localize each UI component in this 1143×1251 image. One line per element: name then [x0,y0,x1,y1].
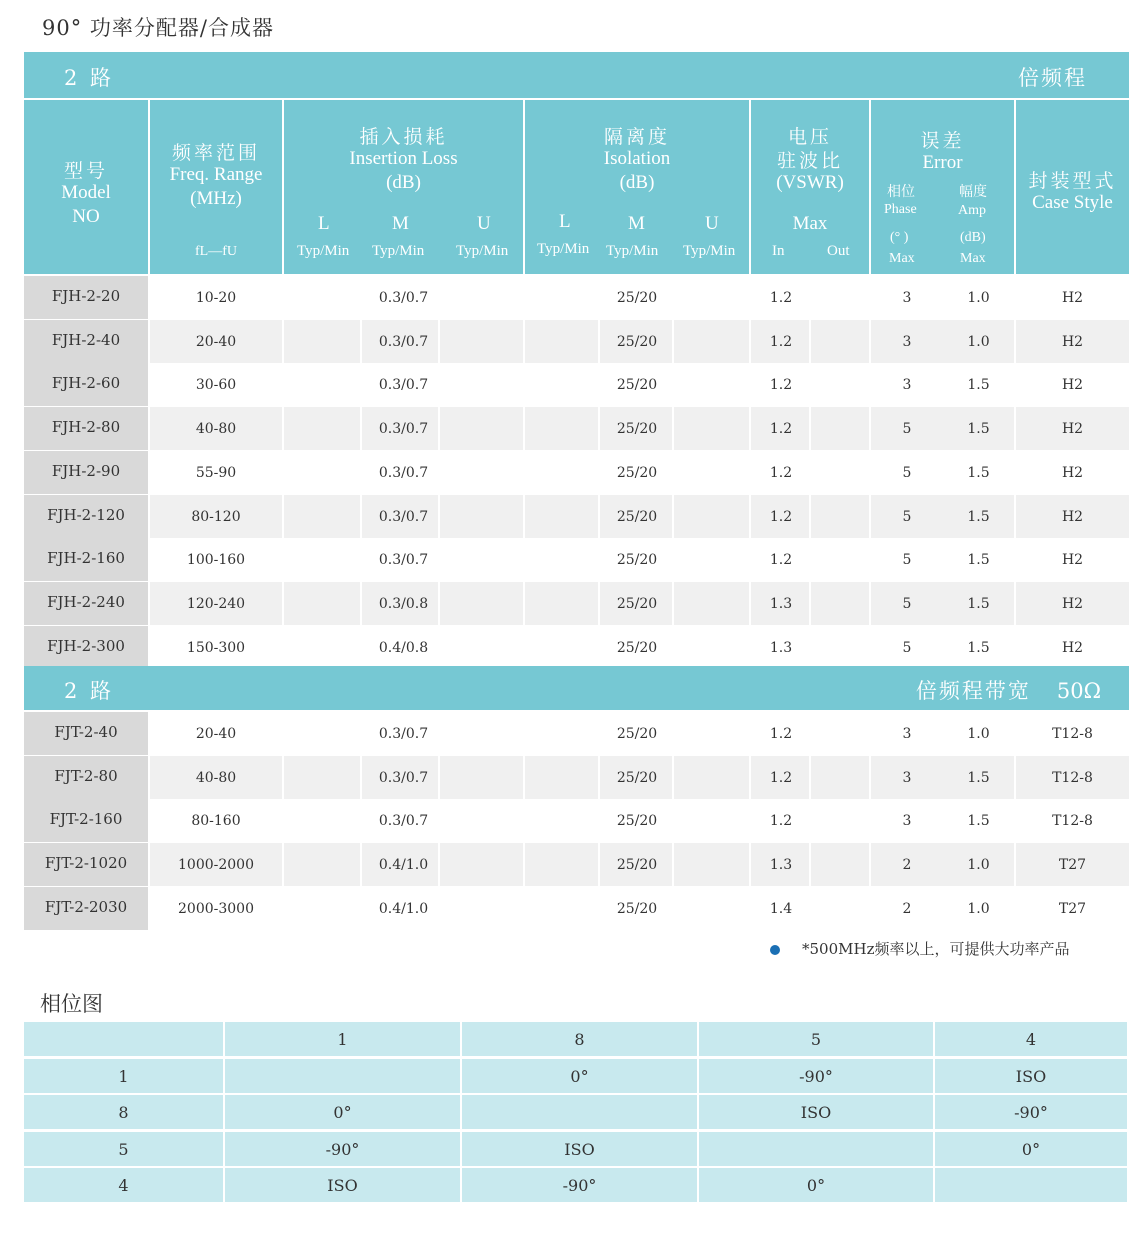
header-model-no: NO [72,206,100,227]
freq-cell: 55-90 [195,464,237,481]
il-cell: 0.3/0.7 [378,726,429,742]
amp-cell: 1.5 [967,639,990,656]
phase-col-header: 1 [225,1022,460,1056]
phase-cell: -90° [935,1095,1127,1129]
phase-row-header: 4 [24,1168,223,1202]
phase-cell [699,1132,933,1166]
freq-cell: 20-40 [195,726,237,742]
amp-cell: 1.5 [967,552,990,569]
freq-cell: 150-300 [186,639,246,656]
header-amp-unit: (dB) [960,230,986,245]
bullet-dot-icon [770,945,780,955]
case-cell: H2 [1061,333,1084,350]
table-row [24,538,1129,581]
iso-cell: 25/20 [616,639,658,656]
case-cell: H2 [1061,377,1084,394]
freq-cell: 40-80 [195,421,237,438]
freq-cell: 30-60 [195,377,237,394]
header-error-cn: 误差 [920,130,965,152]
iso-cell: 25/20 [616,900,658,917]
footnote-text: *500MHz频率以上，可提供大功率产品 [802,940,1070,958]
table-row [24,363,1129,406]
vswr-cell: 1.3 [769,639,793,656]
header-freq-sub: fL—fU [195,244,237,259]
header-iso-en: Isolation [603,148,671,169]
section2-impedance: 50Ω [1056,679,1101,703]
row-shading [811,320,869,363]
amp-cell: 1.5 [967,508,990,525]
vswr-cell: 1.2 [769,464,793,481]
iso-cell: 25/20 [616,333,658,350]
header-case-cn: 封装型式 [1028,170,1117,192]
phase-cell: 0° [462,1059,697,1093]
header-insertion-loss [284,100,523,274]
phase-col-header: 8 [462,1022,697,1056]
case-cell: H2 [1061,552,1084,569]
freq-cell: 80-160 [191,813,241,830]
table-row [24,582,1129,625]
phase-col-header: 5 [699,1022,933,1056]
phase-col-header [24,1022,223,1056]
phase-cell: 5 [902,552,912,569]
table-row [24,320,1129,363]
header-vswr-out: Out [827,243,850,259]
header-iso-typ-l: Typ/Min [537,241,590,257]
header-iso-cn: 隔离度 [603,126,670,148]
model-cell: FJT-2-2030 [24,887,148,930]
model-cell: FJH-2-300 [24,626,148,669]
il-cell: 0.4/1.0 [378,857,429,874]
case-cell: H2 [1061,508,1084,525]
header-vswr-max: Max [792,213,828,234]
header-iso-u: U [705,213,719,234]
row-shading [811,756,869,799]
freq-cell: 1000-2000 [178,857,254,874]
vswr-cell: 1.2 [769,726,793,742]
header-freq [150,100,282,274]
section2-ways-label: 2 路 [64,679,115,703]
table-row [24,495,1129,538]
section2-type-label: 倍频程带宽 [915,679,1031,703]
header-il-l: L [318,213,330,234]
iso-cell: 25/20 [616,552,658,569]
phase-row-header: 1 [24,1059,223,1093]
section-band-octave-bandwidth [24,666,1129,710]
phase-cell: 3 [902,377,912,394]
header-vswr-en: (VSWR) [776,172,844,193]
model-cell: FJT-2-160 [24,799,148,842]
iso-cell: 25/20 [616,464,658,481]
model-cell: FJH-2-90 [24,451,148,494]
amp-cell: 1.5 [967,464,990,481]
row-shading [811,495,869,538]
table-row [24,887,1129,930]
amp-cell: 1.0 [967,333,990,350]
header-amp-en: Amp [958,203,986,218]
header-model-cn: 型号 [63,160,108,182]
phase-cell: ISO [462,1132,697,1166]
il-cell: 0.3/0.7 [378,552,429,569]
amp-cell: 1.0 [967,290,990,306]
amp-cell: 1.5 [967,813,990,830]
phase-cell: 3 [902,726,912,742]
header-phase-en: Phase [884,202,917,217]
header-il-u: U [477,213,491,234]
il-cell: 0.3/0.7 [378,333,429,350]
il-cell: 0.3/0.7 [378,464,429,481]
phase-cell: 0° [935,1132,1127,1166]
table-row [24,407,1129,450]
case-cell: T12-8 [1052,769,1093,786]
phase-cell: -90° [699,1059,933,1093]
amp-cell: 1.5 [967,769,990,786]
table-row [24,276,1129,319]
phase-row-header: 5 [24,1132,223,1166]
il-cell: 0.3/0.8 [378,595,429,612]
header-il-typ-u: Typ/Min [456,243,509,259]
case-cell: H2 [1061,464,1084,481]
freq-cell: 40-80 [195,769,237,786]
iso-cell: 25/20 [616,813,658,830]
il-cell: 0.4/1.0 [378,900,429,917]
phase-cell: ISO [225,1168,460,1202]
model-cell: FJH-2-160 [24,538,148,581]
phase-cell: 5 [902,639,912,656]
phase-cell: 0° [225,1095,460,1129]
iso-cell: 25/20 [616,726,658,742]
case-cell: H2 [1061,639,1084,656]
phase-cell: 3 [902,813,912,830]
phase-cell: 5 [902,595,912,612]
table-row [24,451,1129,494]
header-iso-typ-m: Typ/Min [606,243,659,259]
il-cell: 0.3/0.7 [378,769,429,786]
header-iso-m: M [628,213,645,234]
iso-cell: 25/20 [616,769,658,786]
case-cell: H2 [1061,421,1084,438]
header-isolation [525,100,749,274]
freq-cell: 2000-3000 [178,900,254,917]
header-error-en: Error [922,152,963,173]
vswr-cell: 1.2 [769,290,793,306]
header-il-en: Insertion Loss [349,148,458,169]
model-cell: FJH-2-240 [24,582,148,625]
table-row [24,799,1129,842]
model-cell: FJT-2-80 [24,756,148,799]
iso-cell: 25/20 [616,508,658,525]
header-vswr-in: In [772,243,785,259]
case-cell: T27 [1058,857,1087,874]
model-cell: FJH-2-80 [24,407,148,450]
table-row [24,756,1129,799]
header-freq-cn: 频率范围 [171,142,260,164]
case-cell: T12-8 [1052,726,1093,742]
vswr-cell: 1.2 [769,333,793,350]
phase-cell: 2 [902,900,912,917]
phase-cell [225,1059,460,1093]
amp-cell: 1.0 [967,726,990,742]
amp-cell: 1.5 [967,377,990,394]
phase-col-header: 4 [935,1022,1127,1056]
phase-cell [462,1095,697,1129]
vswr-cell: 1.2 [769,813,793,830]
model-cell: FJH-2-60 [24,363,148,406]
phase-row-header: 8 [24,1095,223,1129]
phase-cell: 5 [902,464,912,481]
header-freq-unit: (MHz) [190,188,242,209]
header-iso-l: L [559,211,571,232]
vswr-cell: 1.2 [769,421,793,438]
model-cell: FJH-2-20 [24,276,148,319]
il-cell: 0.3/0.7 [378,421,429,438]
section-type-label: 倍频程 [1018,66,1087,90]
il-cell: 0.4/0.8 [378,639,429,656]
iso-cell: 25/20 [616,595,658,612]
phase-cell: 0° [699,1168,933,1202]
model-cell: FJH-2-120 [24,495,148,538]
header-phase-cn: 相位 [887,185,915,200]
freq-cell: 80-120 [191,508,241,525]
il-cell: 0.3/0.7 [378,377,429,394]
vswr-cell: 1.3 [769,857,793,874]
phase-cell: 3 [902,290,912,306]
amp-cell: 1.0 [967,900,990,917]
il-cell: 0.3/0.7 [378,813,429,830]
amp-cell: 1.5 [967,595,990,612]
model-cell: FJH-2-40 [24,320,148,363]
section-ways-label: 2 路 [64,66,115,90]
iso-cell: 25/20 [616,377,658,394]
header-il-typ-m: Typ/Min [372,243,425,259]
header-vswr-cn2: 驻波比 [776,150,843,172]
header-vswr [751,100,869,274]
phase-cell: 3 [902,333,912,350]
header-amp-max: Max [960,251,986,266]
row-shading [811,843,869,886]
phase-cell: 3 [902,769,912,786]
header-amp-cn: 幅度 [959,185,987,200]
phase-cell: ISO [935,1059,1127,1093]
case-cell: H2 [1061,595,1084,612]
header-il-unit: (dB) [386,172,421,193]
case-cell: T27 [1058,900,1087,917]
vswr-cell: 1.2 [769,508,793,525]
iso-cell: 25/20 [616,290,658,306]
model-cell: FJT-2-40 [24,712,148,755]
il-cell: 0.3/0.7 [378,290,429,306]
header-case-en: Case Style [1032,192,1113,213]
freq-cell: 120-240 [186,595,246,612]
freq-cell: 10-20 [195,290,237,306]
phase-diagram-title: 相位图 [40,992,103,1016]
amp-cell: 1.0 [967,857,990,874]
header-phase-max: Max [889,251,915,266]
iso-cell: 25/20 [616,857,658,874]
vswr-cell: 1.2 [769,377,793,394]
phase-cell: -90° [462,1168,697,1202]
header-model [24,100,148,274]
header-case [1016,100,1129,274]
header-iso-unit: (dB) [619,172,655,193]
vswr-cell: 1.2 [769,769,793,786]
vswr-cell: 1.3 [769,595,793,612]
header-vswr-cn1: 电压 [787,126,832,148]
header-il-typ-l: Typ/Min [297,243,350,259]
header-error [871,100,1014,274]
header-il-m: M [392,213,409,234]
header-freq-en: Freq. Range [169,164,263,185]
header-iso-typ-u: Typ/Min [683,243,736,259]
case-cell: H2 [1061,290,1084,306]
freq-cell: 100-160 [186,552,246,569]
section-band-octave [24,52,1129,98]
footnote [770,938,1069,959]
table-row [24,712,1129,755]
phase-cell: ISO [699,1095,933,1129]
freq-cell: 20-40 [195,333,237,350]
vswr-cell: 1.2 [769,552,793,569]
header-phase-unit: (° ) [890,230,909,245]
phase-cell: 5 [902,508,912,525]
phase-cell: 5 [902,421,912,438]
iso-cell: 25/20 [616,421,658,438]
phase-cell: 2 [902,857,912,874]
case-cell: T12-8 [1052,813,1093,830]
page-title: 90° 功率分配器/合成器 [42,16,274,40]
phase-cell: -90° [225,1132,460,1166]
il-cell: 0.3/0.7 [378,508,429,525]
row-shading [811,582,869,625]
header-il-cn: 插入损耗 [359,126,448,148]
table-row [24,626,1129,669]
row-shading [811,407,869,450]
model-cell: FJT-2-1020 [24,843,148,886]
vswr-cell: 1.4 [769,900,793,917]
table-row [24,843,1129,886]
amp-cell: 1.5 [967,421,990,438]
phase-cell [935,1168,1127,1202]
header-model-en: Model [61,182,111,203]
